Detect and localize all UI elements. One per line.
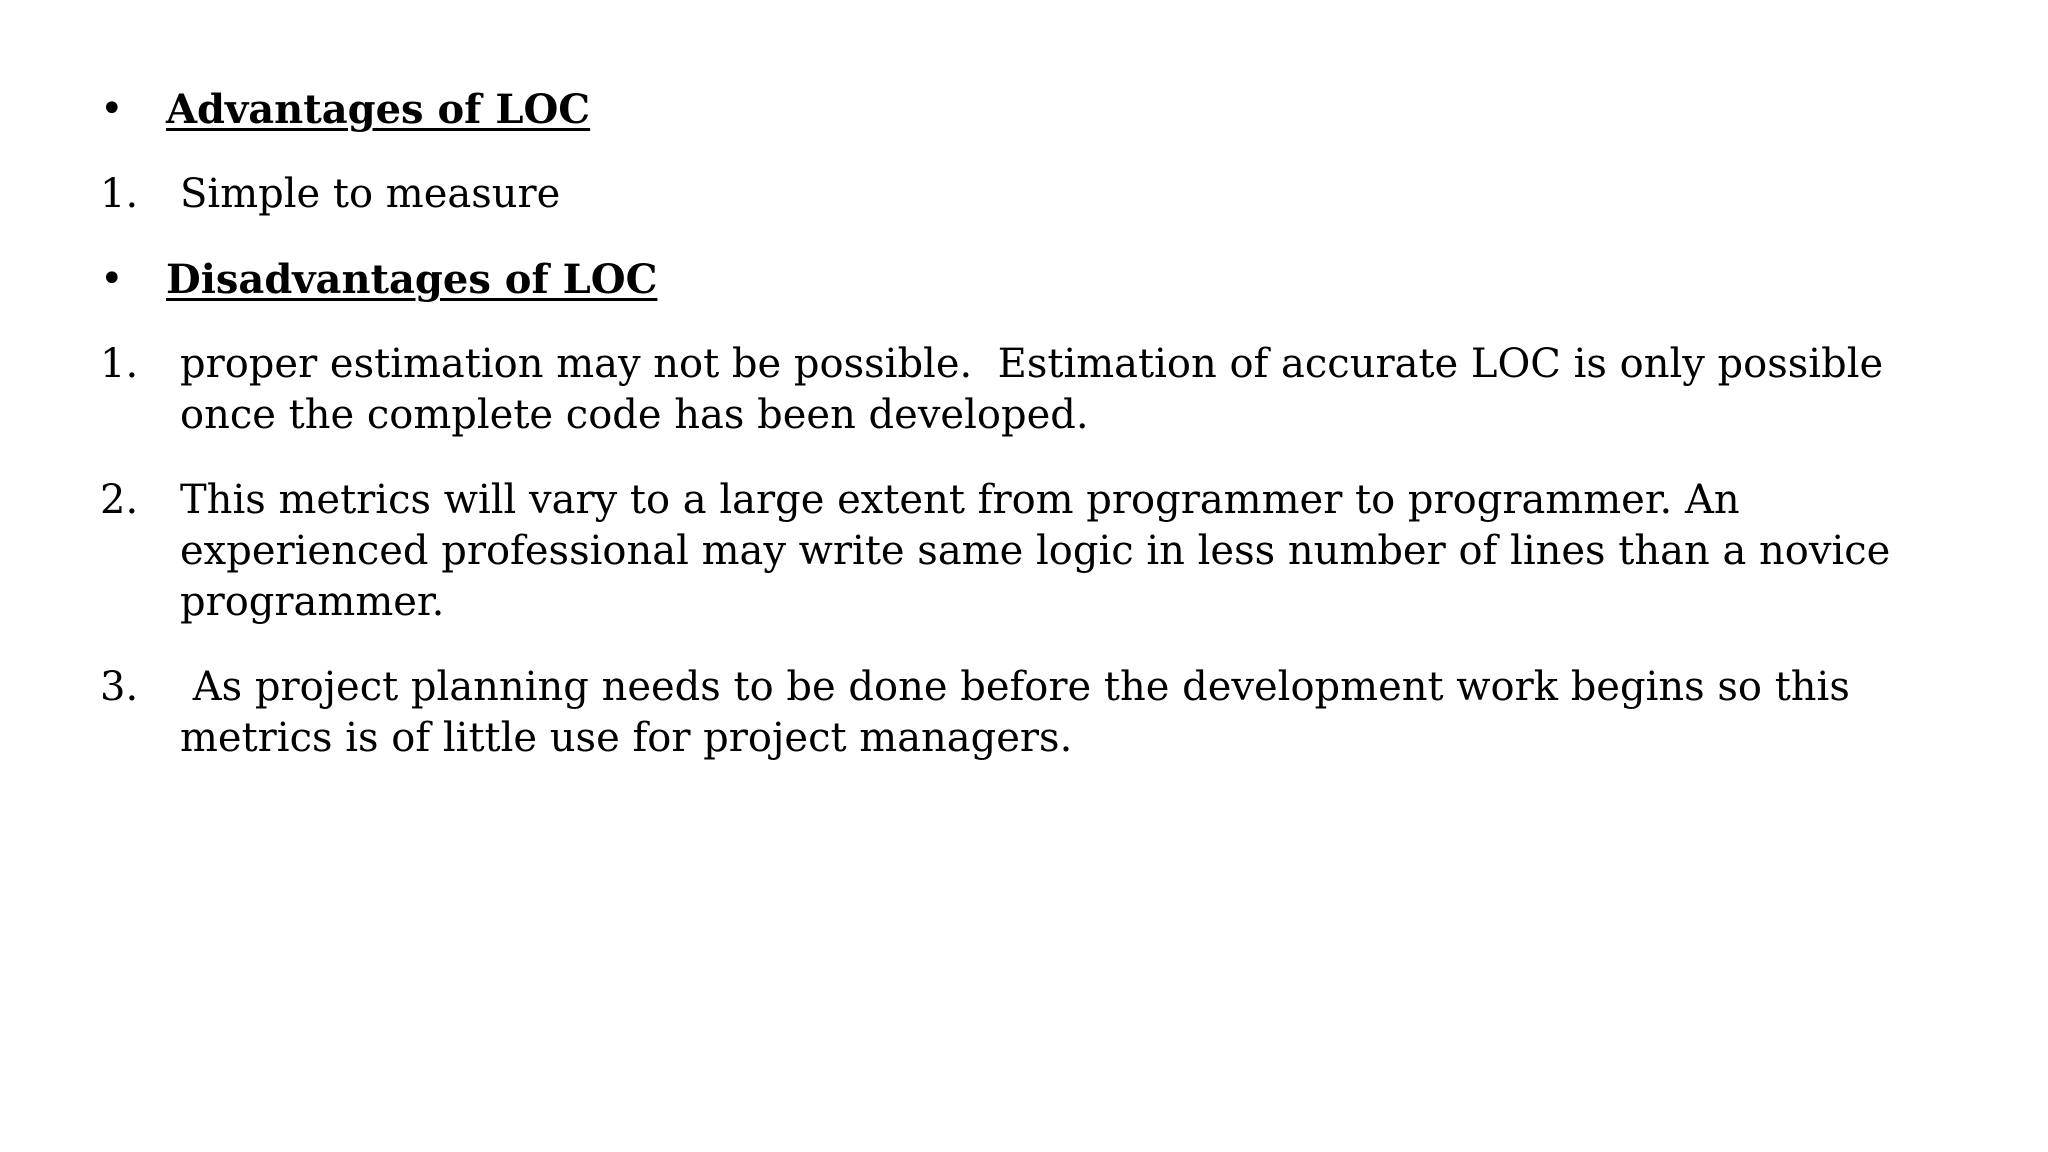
item-text: proper estimation may not be possible. Estimation of accurate LOC is only possible once the complete code has been developed.: [180, 341, 1896, 438]
item-number: 1.: [100, 171, 139, 217]
item-number: 2.: [100, 477, 139, 523]
bullet-marker: •: [100, 256, 124, 302]
item-text: As project planning needs to be done before the development work begins so this metrics is of little use for project managers.: [180, 664, 1863, 761]
advantage-item-1: [100, 169, 1920, 220]
item-number: 1.: [100, 341, 139, 387]
slide-content: [100, 84, 1920, 798]
item-text: Simple to measure: [180, 171, 561, 217]
disadvantages-heading: Disadvantages of LOC: [166, 256, 658, 303]
item-number: 3.: [100, 664, 139, 710]
bullet-marker: •: [100, 86, 124, 132]
disadvantage-item-3: [100, 662, 1920, 764]
advantages-heading: Advantages of LOC: [166, 86, 591, 133]
section-heading-advantages: [100, 84, 1920, 135]
item-text: This metrics will vary to a large extent from programmer to programmer. An experienced professional may write same logic in less number of lines than a novice programmer.: [180, 477, 1904, 625]
section-heading-disadvantages: [100, 254, 1920, 305]
disadvantage-item-1: [100, 339, 1920, 441]
disadvantage-item-2: [100, 475, 1920, 628]
